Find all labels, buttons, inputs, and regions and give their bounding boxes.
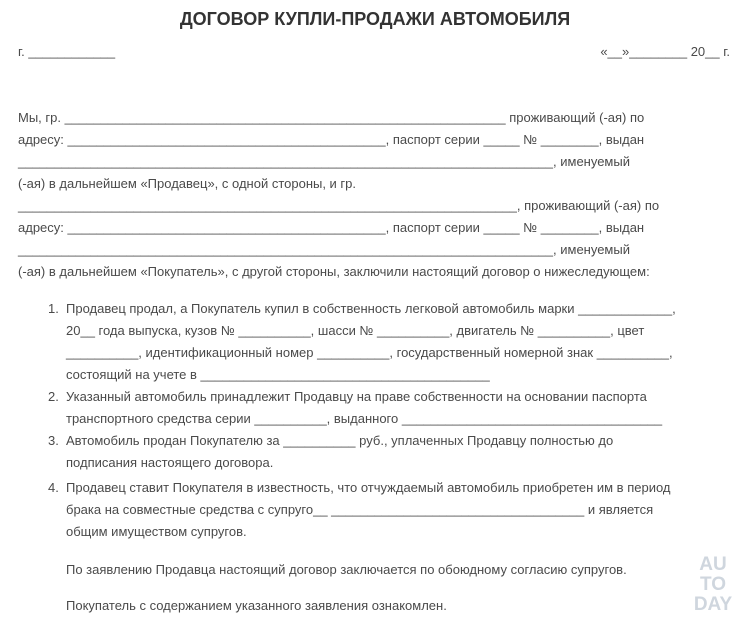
list-item-line: брака на совместные средства с супруго__ ___________________________________ и является: [66, 502, 654, 517]
intro-line: (-ая) в дальнейшем «Покупатель», с другой стороны, заключили настоящий договор о нижеследующем:: [18, 264, 650, 279]
acknowledgement-paragraph: Покупатель с содержанием указанного заявления ознакомлен.: [66, 598, 447, 613]
intro-line: адресу: ____________________________________________, паспорт серии _____ № ________, выдан: [18, 220, 645, 235]
list-item-line: Автомобиль продан Покупателю за __________ руб., уплаченных Продавцу полностью до: [66, 433, 614, 448]
intro-line: адресу: ____________________________________________, паспорт серии _____ № ________, выдан: [18, 132, 645, 147]
list-item-line: Продавец ставит Покупателя в известность, что отчуждаемый автомобиль приобретен им в период: [66, 480, 671, 495]
list-number: 3.: [48, 433, 59, 448]
list-item-line: состоящий на учете в ________________________________________: [66, 367, 490, 382]
list-item-line: подписания настоящего договора.: [66, 455, 274, 470]
intro-line: _____________________________________________________________________, проживающий (-ая) по: [18, 198, 660, 213]
autoday-watermark-logo: AU TO DAY: [693, 554, 733, 615]
list-number: 4.: [48, 480, 59, 495]
list-item-line: транспортного средства серии __________, выданного ____________________________________: [66, 411, 663, 426]
list-item-line: 20__ года выпуска, кузов № __________, шасси № __________, двигатель № __________, цвет: [66, 323, 645, 338]
list-number: 2.: [48, 389, 59, 404]
list-item-line: общим имуществом супругов.: [66, 524, 247, 539]
intro-line: Мы, гр. _____________________________________________________________ проживающий (-ая) по: [18, 110, 645, 125]
document-title: ДОГОВОР КУПЛИ-ПРОДАЖИ АВТОМОБИЛЯ: [179, 9, 571, 29]
date-line: «__»________ 20__ г.: [600, 44, 730, 59]
list-item-line: __________, идентификационный номер __________, государственный номерной знак __________,: [66, 345, 673, 360]
intro-line: __________________________________________________________________________, именуемый: [18, 154, 630, 169]
list-item-line: Продавец продал, а Покупатель купил в собственность легковой автомобиль марки _____________,: [66, 301, 676, 316]
intro-line: (-ая) в дальнейшем «Продавец», с одной стороны, и гр.: [18, 176, 357, 191]
city-line: г. ____________: [18, 44, 116, 59]
list-number: 1.: [48, 301, 59, 316]
consent-paragraph: По заявлению Продавца настоящий договор заключается по обоюдному согласию супругов.: [66, 562, 627, 577]
intro-line: __________________________________________________________________________, именуемый: [18, 242, 630, 257]
list-item-line: Указанный автомобиль принадлежит Продавцу на праве собственности на основании паспорта: [66, 389, 647, 404]
